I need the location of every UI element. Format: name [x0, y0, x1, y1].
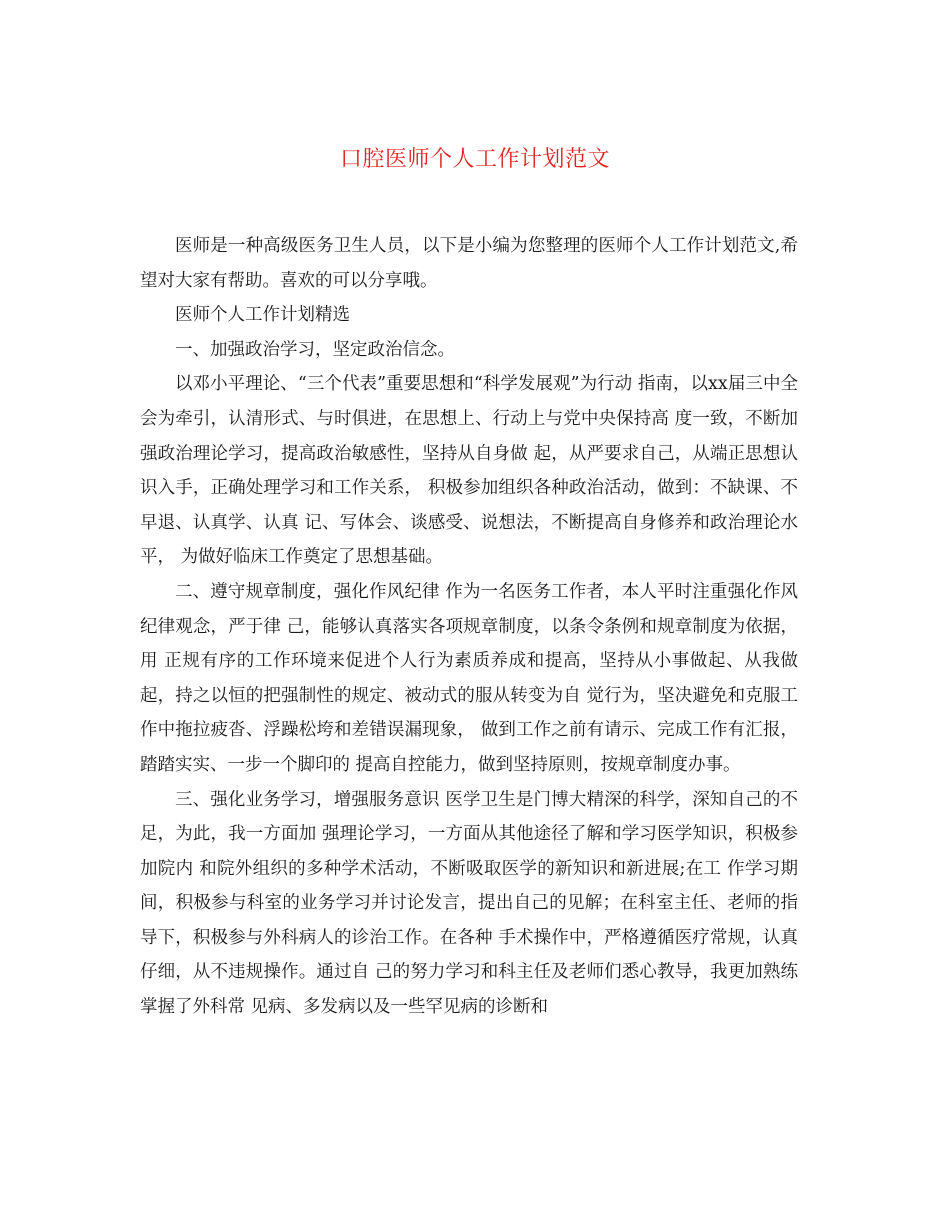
- document-body: [140, 229, 798, 1025]
- paragraph-heading-1: 一、加强政治学习，坚定政治信念。: [175, 339, 455, 360]
- paragraph-section-heading: 医师个人工作计划精选: [175, 305, 350, 326]
- paragraph-body-1: 以邓小平理论、“三个代表”重要思想和“科学发展观”为行动 指南，以xx届三中全会为牵引，认清形式、与时俱进，在思想上、行动上与党中央保持高 度一致，不断加强政治理论学习，提高政治敏感性，坚持从自身做 起，从严要求自己，从端正思想认识入手，正确处理学习和工作关系， 积极参加组织各种政治活动，做到：不缺课、不早退、认真学、认真 记、写体会、谈感受、说想法，不断提高自身修养和政治理论水平， 为做好临床工作奠定了思想基础。: [140, 374, 798, 568]
- paragraph-body-2: 二、遵守规章制度，强化作风纪律 作为一名医务工作者，本人平时注重强化作风纪律观念，严于律 己，能够认真落实各项规章制度，以条令条例和规章制度为依据，用 正规有序的工作环境来促进个人行为素质养成和提高，坚持从小事做起、从我做起，持之以恒的把强制性的规定、被动式的服从转变为自 觉行为，坚决避免和克服工作中拖拉疲沓、浮躁松垮和差错误漏现象， 做到工作之前有请示、完成工作有汇报，踏踏实实、一步一个脚印的 提高自控能力，做到坚持原则，按规章制度办事。: [140, 581, 798, 775]
- paragraph-intro: 医师是一种高级医务卫生人员，以下是小编为您整理的医师个人工作计划范文,希望对大家有帮助。喜欢的可以分享哦。: [140, 236, 798, 291]
- paragraph-body-3: 三、强化业务学习，增强服务意识 医学卫生是门博大精深的科学，深知自己的不足，为此，我一方面加 强理论学习，一方面从其他途径了解和学习医学知识，积极参加院内 和院外组织的多种学术活动，不断吸取医学的新知识和新进展;在工 作学习期间，积极参与科室的业务学习并讨论发言，提出自己的见解；在科室主任、老师的指导下，积极参与外科病人的诊治工作。在各种 手术操作中，严格遵循医疗常规，认真仔细，从不违规操作。通过自 己的努力学习和科主任及老师们悉心教导，我更加熟练掌握了外科常 见病、多发病以及一些罕见病的诊断和: [140, 789, 798, 1018]
- document-title: 口腔医师个人工作计划范文: [339, 147, 610, 172]
